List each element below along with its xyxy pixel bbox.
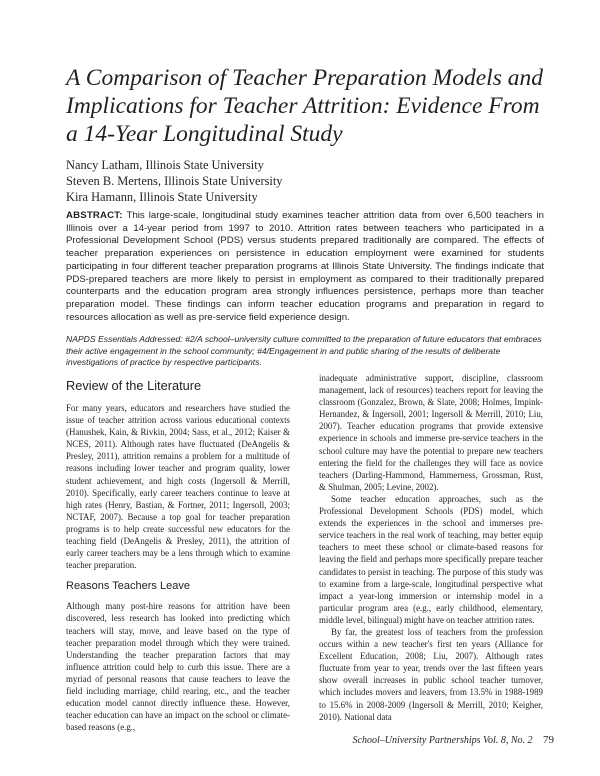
abstract-label: ABSTRACT: — [66, 210, 123, 221]
left-column — [66, 372, 290, 733]
paragraph-right-3: By far, the greatest loss of teachers from the profession occurs within a new teacher's first ten years (Alliance for Excellent Education, 2008; Liu, 2007). Although rates fluctuate from year to year, trends over the last fifteen years show overall increases in public school teacher turnover, which includes movers and leavers, from 13.5% in 1988-1989 to 15.6% in 2008-2009 (Ingersoll & Merrill, 2010; Keigher, 2010). National data — [319, 626, 543, 722]
author-line: Nancy Latham, Illinois State University — [66, 158, 264, 172]
page-footer — [330, 733, 554, 748]
paragraph-review: For many years, educators and researchers have studied the issue of teacher attrition across various educational contexts (Hanushek, Kain, & Rivkin, 2004; Sass, et al., 2012; Kaiser & NCES, 2011). Although rates have fluctuated (DeAngelis & Presley, 2011), attrition remains a problem for a multitude of reasons including lower teacher and program quality, lower student achievement, and high costs (Ingersoll & Merrill, 2010). Specifically, early career teachers continue to leave at high rates (Henry, Bastian, & Fortner, 2011; Ingersoll, 2003; NCTAF, 2007). Because a top goal for teacher preparation programs is to help create successful new educators for the teaching field (DeAngelis & Presley, 2011), the attrition of early career teachers may be a lens through which to examine teacher preparation. — [66, 403, 290, 571]
section-heading-review: Review of the Literature — [66, 378, 202, 393]
article-title: A Comparison of Teacher Preparation Models and Implications for Teacher Attrition: Evidence From a 14-Year Longitudinal Study — [66, 65, 543, 147]
author-line: Kira Hamann, Illinois State University — [66, 190, 258, 204]
paragraph-right-1: inadequate administrative support, discipline, classroom management, lack of resources) teachers report for leaving the classroom (Gonzalez, Brown, & Slate, 2008; Holmes, Impink-Hernandez, & Ingersoll, 2001; Ingersoll & Merrill, 2010; Liu, 2007). Teacher education programs that provide extensive experience in schools and immerse pre-service teachers in the school culture may have the potential to prepare new teachers entering the field for the challenges they will face as novice teachers (Darling-Hammond, Hammerness, Grossman, Rust, & Shulman, 2005; Levine, 2002). — [319, 373, 543, 492]
page-number: 79 — [543, 734, 554, 746]
journal-name: School–University Partnerships — [352, 735, 481, 746]
author-line: Steven B. Mertens, Illinois State University — [66, 174, 283, 188]
right-column — [319, 372, 543, 723]
abstract — [66, 210, 544, 324]
subsection-heading-reasons: Reasons Teachers Leave — [66, 580, 190, 593]
author-list — [66, 157, 526, 205]
paragraph-reasons: Although many post-hire reasons for attrition have been discovered, less research has looked into predicting which teachers will stay, move, and leave based on the type of teacher preparation model through which they were trained. Understanding the teacher preparation factors that may influence attrition could help to curb this issue. There are a myriad of personal reasons that cause teachers to leave the field including marriage, child rearing, etc., and the teacher education model cannot directly influence these. However, teacher education can have an impact on the school or climate-based reasons (e.g., — [66, 601, 290, 733]
abstract-text: This large-scale, longitudinal study examines teacher attrition data from over 6,500 teachers in Illinois over a 14-year period from 1997 to 2010. Attrition rates between teachers who participated in a Professional Development School (PDS) versus students prepared traditionally are compared. The effects of teacher preparation experiences on persistence in education employment were examined for students participating in four different teacher preparation programs at Illinois State University. The findings indicate that PDS-prepared teachers are more likely to persist in employment as compared to their traditionally prepared counterparts and the education program area strongly influences persistence, perhaps more than teacher preparation model. These findings can inform teacher education programs and preparation in regard to resources allocation as well as pre-service field experience design. — [66, 210, 544, 323]
paragraph-right-2: Some teacher education approaches, such as the Professional Development Schools (PDS) model, which extends the experiences in the school and immerses pre-service teachers in the real work of teaching, may better equip teachers to meet these school or climate-based reasons for leaving the field and perhaps more specifically prepare teacher candidates to persist in teaching. The purpose of this study was to examine from a large-scale, longitudinal perspective what impact a year-long immersion or internship model in a particular program area (e.g., early childhood, elementary, middle level, bilingual) might have on teacher attrition rates. — [319, 493, 543, 625]
journal-volume: Vol. 8, No. 2 — [483, 735, 533, 746]
napds-essentials: NAPDS Essentials Addressed: #2/A school–university culture committed to the preparation of future educators that embraces their active engagement in the school community; #4/Engagement in and public sharing of the results of deliberate investigations of practice by respective participants. — [66, 334, 542, 368]
